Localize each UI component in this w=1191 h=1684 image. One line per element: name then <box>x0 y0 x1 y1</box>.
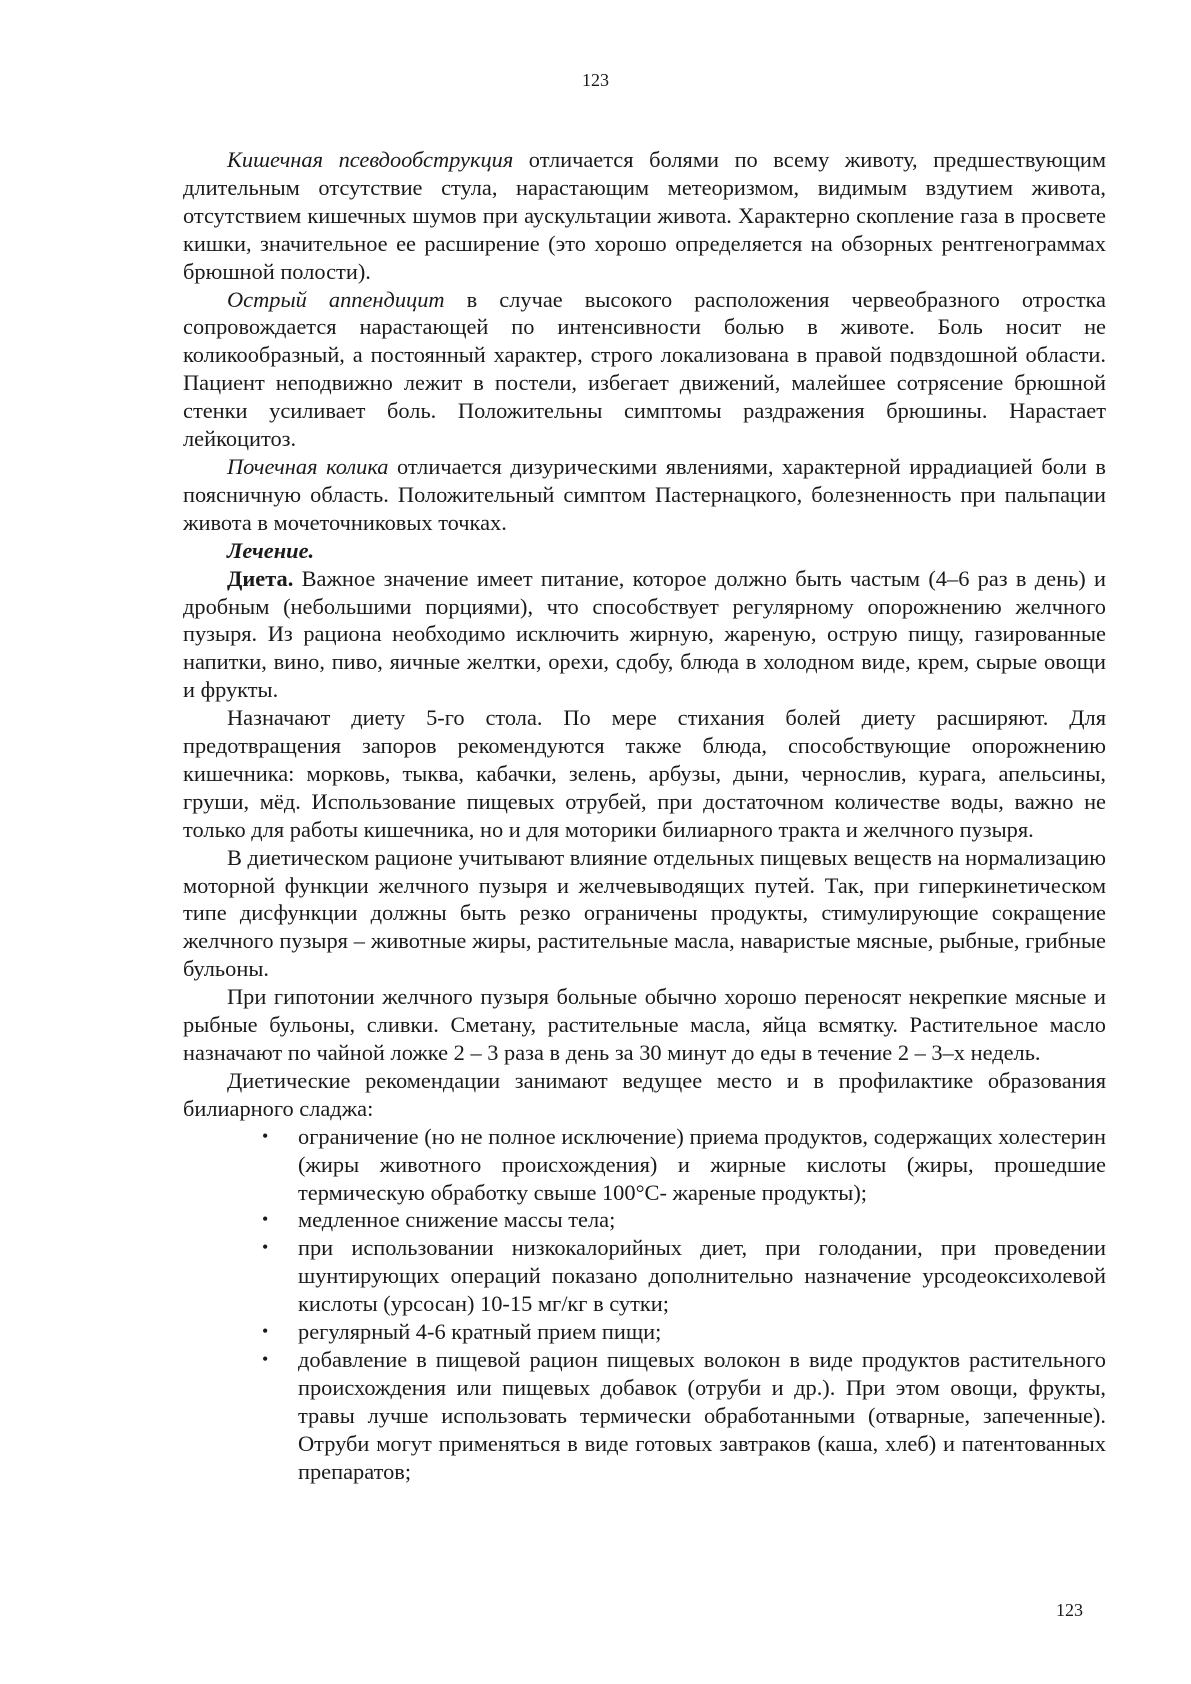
page-number-bottom: 123 <box>1056 1600 1083 1620</box>
term-pseudoobstruction: Кишечная псевдообструкция <box>227 147 514 172</box>
paragraph-hypotonia: При гипотонии желчного пузыря больные обычно хорошо переносят некрепкие мясные и рыбные бульоны, сливки. Сметану, растительные масла, яйца всмятку. Растительное масло назначают по чайной ложке 2 – 3 раза в день за 30 минут до еды в течение 2 – 3–х недель. <box>183 984 1106 1065</box>
list-item: • регулярный 4-6 кратный прием пищи; <box>262 1319 662 1345</box>
paragraph-appendicitis <box>183 286 1106 453</box>
paragraph-text: Важное значение имеет питание, которое должно быть частым (4–6 раз в день) и дробным (небольшими порциями), что способствует регулярному опорожнению желчного пузыря. Из рациона необходимо исключить жирную, жареную, острую пищу, газированные напитки, вино, пиво, яичные желтки, орехи, сдобу, блюда в холодном виде, крем, сырые овощи и фрукты. <box>183 565 1106 703</box>
term-appendicitis: Острый аппендицит <box>227 286 445 312</box>
paragraph-diet <box>183 565 1106 705</box>
bullet-icon: • <box>262 1348 269 1369</box>
bullet-icon: • <box>262 1321 269 1342</box>
paragraph-dietary-ration: В диетическом рационе учитывают влияние отдельных пищевых веществ на нормализацию моторной функции желчного пузыря и желчевыводящих путей. Так, при гиперкинетическом типе дисфункции должны быть резко ограничены продукты, стимулирующие сокращение желчного пузыря – животные жиры, растительные масла, наваристые мясные, рыбные, грибные бульоны. <box>183 844 1106 982</box>
bullet-icon: • <box>262 1237 269 1258</box>
paragraph-recommendations: Диетические рекомендации занимают ведущее место и в профилактике образования билиарного сладжа: <box>183 1067 1106 1121</box>
bullet-icon: • <box>262 1209 269 1230</box>
paragraph-text: отличается дизурическими явлениями, характерной иррадиацией боли в поясничную область. Положительный симптом Пастернацкого, болезненность при пальпации живота в мочеточниковых точках. <box>183 453 1107 535</box>
paragraph-renal-colic <box>183 453 1106 537</box>
section-heading-treatment: Лечение. <box>227 537 315 563</box>
list-item: • при использовании низкокалорийных диет, при голодании, при проведении шунтирующих операций показано дополнительно назначение урсодеоксихолевой кислоты (урсосан) 10-15 мг/кг в сутки; <box>262 1235 1106 1317</box>
paragraph-diet-table: Назначают диету 5-го стола. По мере стихания болей диету расширяют. Для предотвращения запоров рекомендуются также блюда, способствующие опорожнению кишечника: морковь, тыква, кабачки, зелень, арбузы, дыни, чернослив, курага, апельсины, груши, мёд. Использование пищевых отрубей, при достаточном количестве воды, важно не только для работы кишечника, но и для моторики билиарного тракта и желчного пузыря. <box>183 705 1106 842</box>
list-item: • медленное снижение массы тела; <box>262 1207 616 1233</box>
paragraph-pseudoobstruction <box>183 146 1106 286</box>
paragraph-text: в случае высокого расположения червеобразного отростка сопровождается нарастающей по интенсивности болью в животе. Боль носит не коликообразный, а постоянный характер, строго локализована в правой подвздошной области. Пациент неподвижно лежит в постели, избегает движений, малейшее сотрясение брюшной стенки усиливает боль. Положительны симптомы раздражения брюшины. Нарастает лейкоцитоз. <box>183 286 1106 452</box>
recommendations-list <box>262 1123 1106 1486</box>
page-number-top: 123 <box>582 70 609 90</box>
list-item: • ограничение (но не полное исключение) приема продуктов, содержащих холестерин (жиры животного происхождения) и жирные кислоты (жиры, прошедшие термическую обработку свыше 100°С- жареные продукты); <box>262 1123 1106 1205</box>
term-diet: Диета. <box>227 565 294 591</box>
document-body <box>183 146 1106 1486</box>
list-item: • добавление в пищевой рацион пищевых волокон в виде продуктов растительного происхождения или пищевых добавок (отруби и др.). При этом овощи, фрукты, травы лучше использовать термически обработанными (отварные, запеченные). Отруби могут применяться в виде готовых завтраков (каша, хлеб) и патентованных препаратов; <box>262 1346 1106 1484</box>
term-renal-colic: Почечная колика <box>227 453 389 479</box>
bullet-icon: • <box>262 1125 269 1146</box>
paragraph-text: отличается болями по всему животу, предшествующим длительным отсутствие стула, нарастающим метеоризмом, видимым вздутием живота, отсутствием кишечных шумов при аускультации живота. Характерно скопление газа в просвете кишки, значительное ее расширение (это хорошо определяется на обзорных рентгенограммах брюшной полости). <box>183 147 1106 284</box>
